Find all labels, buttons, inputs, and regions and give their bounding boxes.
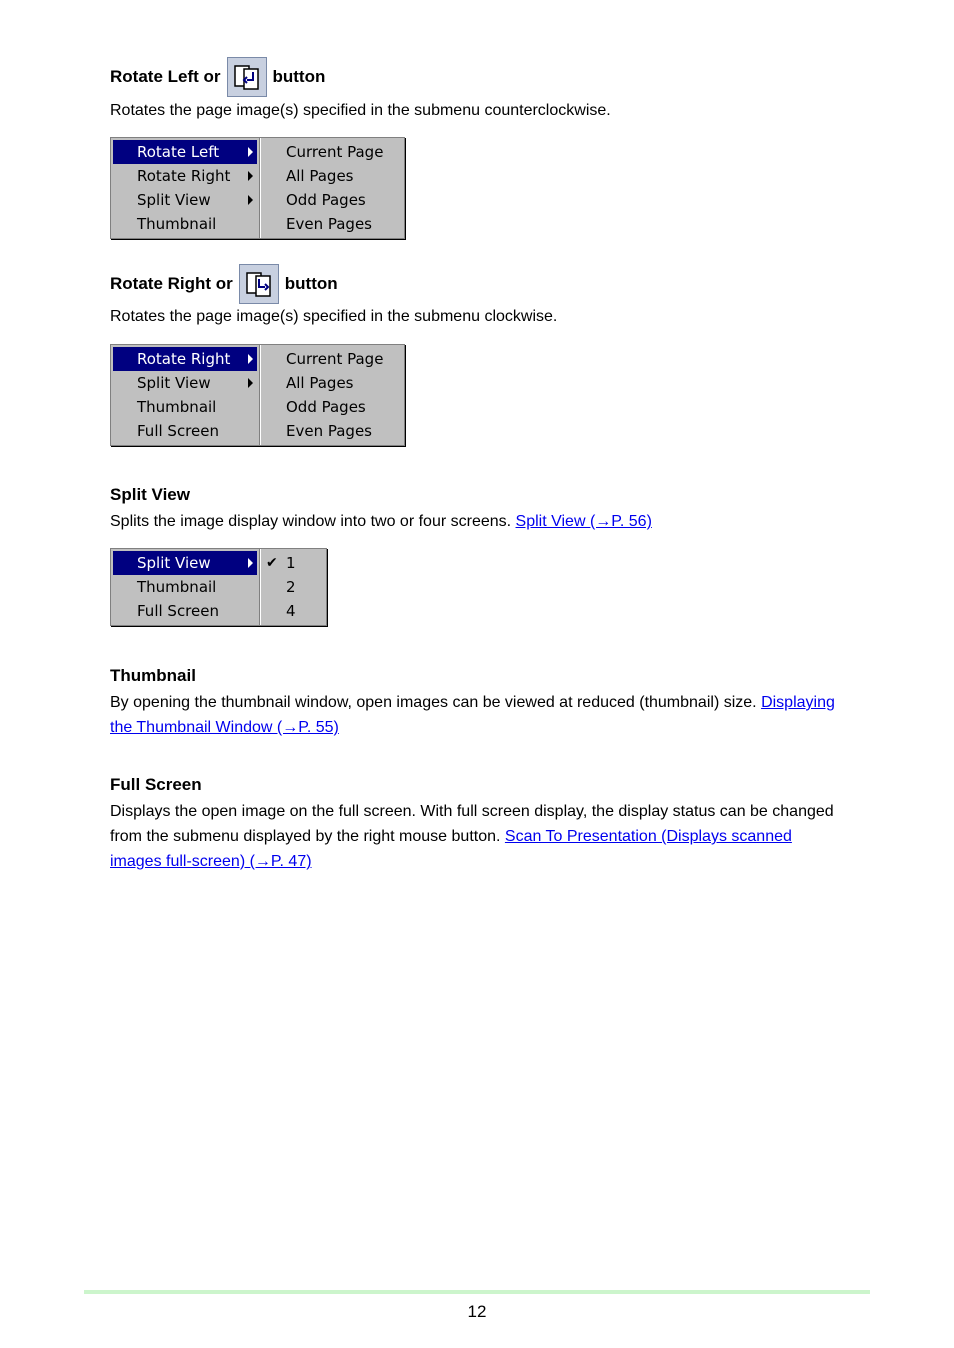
full-screen-heading: Full Screen [110,775,202,794]
full-screen-desc-line2: from the submenu displayed by the right mouse button. [110,828,501,845]
full-screen-desc [110,799,834,874]
menu-item-full-screen[interactable]: Full Screen [137,422,219,440]
menu-item-thumbnail[interactable]: Thumbnail [137,215,217,233]
split-view-submenu [260,549,326,625]
rotate-left-icon [227,57,267,97]
submenu-all-pages[interactable]: All Pages [286,374,354,392]
menu-item-rotate-right[interactable]: Rotate Right [113,164,257,188]
submenu-split-2[interactable]: 2 [286,578,296,596]
thumbnail-link-part1[interactable]: Displaying [761,694,835,711]
rotate-right-desc: Rotates the page image(s) specified in the submenu clockwise. [110,308,558,325]
rotate-right-menu-main [111,345,260,445]
thumbnail-link-part2[interactable]: the Thumbnail Window (→P. 55) [110,719,339,736]
check-icon: ✔ [266,555,278,571]
submenu-arrow-icon [248,195,253,205]
thumbnail-heading: Thumbnail [110,666,196,685]
split-view-menu-main [111,549,260,625]
split-view-heading: Split View [110,485,190,504]
rotate-left-menu [110,137,405,239]
rotate-left-submenu [260,138,404,238]
rotate-left-title-post: button [272,67,326,86]
submenu-even-pages[interactable]: Even Pages [286,215,372,233]
rotate-right-submenu [260,345,404,445]
full-screen-link-part2[interactable]: images full-screen) (→P. 47) [110,853,312,870]
footer-divider [84,1290,870,1294]
rotate-left-desc: Rotates the page image(s) specified in the submenu counterclockwise. [110,102,611,119]
menu-item-split-view[interactable]: Split View [113,371,257,395]
rotate-right-icon [239,264,279,304]
submenu-even-pages[interactable]: Even Pages [286,422,372,440]
split-view-menu [110,548,327,626]
submenu-arrow-icon [248,558,253,568]
submenu-arrow-icon [248,147,253,157]
submenu-all-pages[interactable]: All Pages [286,167,354,185]
rotate-right-heading [110,264,338,304]
submenu-split-1[interactable]: ✔ 1 [262,551,324,575]
menu-item-full-screen[interactable]: Full Screen [137,602,219,620]
rotate-left-menu-main [111,138,260,238]
thumbnail-desc-text: By opening the thumbnail window, open images can be viewed at reduced (thumbnail) size. [110,694,757,711]
split-view-desc-text: Splits the image display window into two or four screens. [110,513,512,530]
rotate-right-title-pre: Rotate Right or [110,274,233,293]
full-screen-link-part1[interactable]: Scan To Presentation (Displays scanned [504,828,792,845]
menu-item-rotate-right[interactable]: Rotate Right [113,347,257,371]
menu-item-thumbnail[interactable]: Thumbnail [137,398,217,416]
rotate-left-title-pre: Rotate Left or [110,67,221,86]
menu-item-rotate-left[interactable]: Rotate Left [113,140,257,164]
rotate-right-menu [110,344,405,446]
submenu-current-page[interactable]: Current Page [286,350,384,368]
page-number: 12 [467,1302,487,1321]
thumbnail-desc [110,690,835,740]
menu-item-split-view[interactable]: Split View [113,188,257,212]
split-view-desc [110,509,652,534]
split-view-link[interactable]: Split View (→P. 56) [515,513,652,530]
submenu-arrow-icon [248,378,253,388]
submenu-odd-pages[interactable]: Odd Pages [286,398,366,416]
menu-item-split-view[interactable]: Split View [113,551,257,575]
submenu-current-page[interactable]: Current Page [286,143,384,161]
rotate-right-title-post: button [284,274,338,293]
submenu-odd-pages[interactable]: Odd Pages [286,191,366,209]
full-screen-desc-line1: Displays the open image on the full screen. With full screen display, the display status can be changed [110,803,834,820]
submenu-arrow-icon [248,354,253,364]
menu-item-thumbnail[interactable]: Thumbnail [137,578,217,596]
rotate-left-heading [110,57,325,97]
submenu-split-4[interactable]: 4 [286,602,296,620]
submenu-arrow-icon [248,171,253,181]
